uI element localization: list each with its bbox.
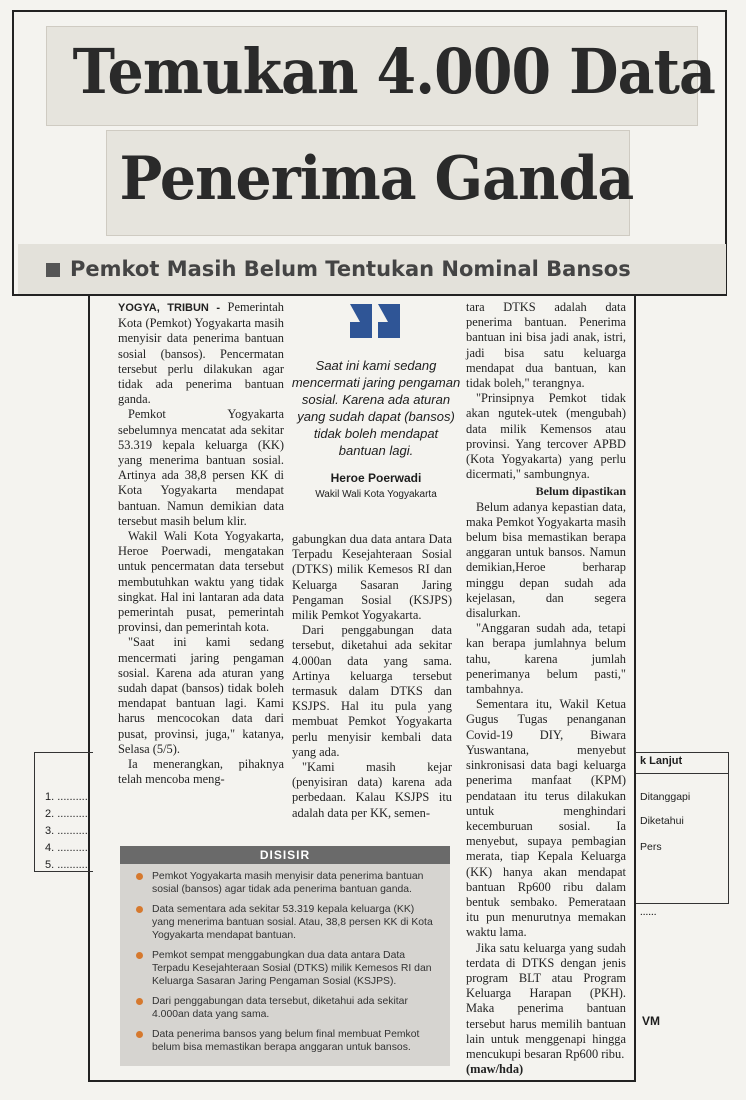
pull-quote (290, 300, 462, 530)
headline-line-2: Penerima Ganda (119, 144, 634, 214)
paragraph: Jika satu keluarga yang sudah terdata di DTKS dengan jenis program BLT atau Program Keluarga Harapan (PKH). Maka penerima bantuan tersebut harus memilih bantuan lain untuk menggenapi hingga mencukupi besaran Rp600 ribu. (466, 940, 626, 1061)
paragraph: Sementara itu, Wakil Ketua Gugus Tugas penanganan Covid-19 DIY, Biwara Yuswantana, menyebut sinkronisasi data bagi keluarga penerima manfaat (KPM) pendataan itu terus dilakukan untuk menghindari kecemburuan sosial. Ia menyebut, supaya pembagian merata, tiap Kepala Keluarga (KK) hanya akan mendapat bantuan Rp600 ribu dalam bentuk sembako. Pemerataan itu pun menurutnya memakan waktu lama. (466, 697, 626, 940)
paragraph (118, 300, 284, 407)
form-line: 4. .......... (45, 842, 88, 854)
summary-item (134, 949, 438, 988)
form-dots: ...... (640, 906, 657, 918)
form-option: Ditanggapi (640, 791, 691, 803)
form-line: 3. .......... (45, 825, 88, 837)
quote-author: Heroe Poerwadi (330, 471, 422, 485)
signoff (466, 1062, 626, 1077)
article-column-2 (292, 532, 452, 821)
article-column-3 (466, 300, 626, 1077)
summary-box (120, 846, 450, 1066)
summary-item (134, 870, 438, 896)
square-bullet-icon (46, 263, 60, 277)
paragraph: Dari penggabungan data tersebut, diketahui ada sekitar 4.000an data yang sama. Artinya keluarga tersebut termasuk dalam DTKS dan KSJPS. Hal itu pula yang membuat Pemkot Yogyakarta perlu menyisir kembali data yang ada. (292, 623, 452, 759)
quote-text: Saat ini kami sedang mencermati jaring pengaman sosial. Karena ada aturan yang sudah dapat (bansos) tidak boleh mendapat bantuan lagi. (291, 358, 461, 458)
summary-item (134, 903, 438, 942)
subheadline (18, 244, 726, 294)
paragraph: tara DTKS adalah data penerima bantuan. Penerima bantuan ini bisa jadi anak, istri, jadi bisa satu keluarga mendapat dua bantuan, kan tidak boleh," terangnya. (466, 300, 626, 391)
paragraph: Belum adanya kepastian data, maka Pemkot Yogyakarta masih belum bisa memastikan berapa anggaran untuk bansos. Namun demikian,Heroe berharap minggu depan sudah ada kejelasan, dan segera disalurkan. (466, 499, 626, 621)
form-option: Pers (640, 841, 662, 853)
paragraph: Ia menerangkan, pihaknya telah mencoba meng- (118, 757, 284, 787)
disposition-form-left (34, 752, 93, 872)
paragraph-text: Pemerintah Kota (Pemkot) Yogyakarta masih menyisir data penerima bantuan sosial (bansos). Pencermatan tersebut perlu dilakukan agar tidak ada penerima bantuan ganda. (118, 300, 284, 407)
summary-list (120, 870, 450, 1054)
summary-item-text: Pemkot sempat menggabungkan dua data antara Data Terpadu Kesejahteraan Sosial (DTKS) milik Kemesos RI dan Keluarga Sasaran Jaring Pengaman Sosial (KSJPS). (152, 950, 432, 987)
headline-line-1: Temukan 4.000 Data (72, 35, 715, 108)
disposition-form-right (636, 752, 729, 904)
bullet-icon (136, 998, 143, 1005)
summary-item (134, 995, 438, 1021)
paragraph: gabungkan dua data antara Data Terpadu Kesejahteraan Sosial (DTKS) milik Kemesos RI dan Keluarga Sasaran Jaring Pengaman Sosial (KSJPS) milik Pemkot Yogyakarta. (292, 532, 452, 623)
article-column-1 (118, 300, 284, 788)
bullet-icon (136, 1031, 143, 1038)
paragraph: Pemkot Yogyakarta sebelumnya mencatat ada sekitar 53.319 kepala keluarga (KK) yang menerima bantuan sosial. Artinya ada 38,8 persen KK di Kota Yogyakarta mendapat bantuan. Namun demikian data tersebut masih belum klir. (118, 407, 284, 528)
form-line: 1. .......... (45, 791, 88, 803)
section-subheading: Belum dipastikan (535, 484, 626, 499)
quote-mark-icon (346, 300, 406, 344)
quote-author-role: Wakil Wali Kota Yogyakarta (315, 489, 437, 500)
bullet-icon (136, 906, 143, 913)
signoff-text: (maw/hda) (466, 1062, 524, 1077)
bullet-icon (136, 952, 143, 959)
paragraph: "Anggaran sudah ada, tetapi kan berapa jumlahnya belum tahu, karena jumlah penerimanya belum pasti," tambahnya. (466, 621, 626, 697)
form-line: 5. .......... (45, 859, 88, 871)
summary-title: DISISIR (120, 846, 450, 864)
form-header: k Lanjut (636, 753, 728, 774)
summary-item-text: Pemkot Yogyakarta masih menyisir data penerima bantuan sosial (bansos) agar tidak ada penerima bantuan ganda. (152, 871, 424, 895)
dateline: YOGYA, TRIBUN - (118, 302, 220, 314)
paragraph: Wakil Wali Kota Yogyakarta, Heroe Poerwadi, mengatakan untuk pencermatan data tersebut membutuhkan waktu yang tidak singkat. Hal ini lantaran ada data pemerintah pusat, pemerintah provinsi, dan pemerintah kota. (118, 529, 284, 635)
paragraph: "Prinsipnya Pemkot tidak akan ngutek-utek (mengubah) data milik Kemensos atau provinsi. Yang tercover APBD (Kota Yogyakarta) yang perlu dicermati," sambungnya. (466, 391, 626, 482)
paragraph: "Kami masih kejar (penyisiran data) karena ada perbedaan. Kalau KSJPS itu adalah data per KK, semen- (292, 760, 452, 820)
headline-card-1 (46, 26, 715, 126)
form-option: Diketahui (640, 815, 684, 827)
summary-item-text: Dari penggabungan data tersebut, diketahui ada sekitar 4.000an data yang sama. (152, 996, 408, 1020)
summary-item (134, 1028, 438, 1054)
form-code: VM (642, 1014, 660, 1028)
summary-item-text: Data sementara ada sekitar 53.319 kepala keluarga (KK) yang menerima bantuan sosial. Atau, 38,8 persen KK di Kota Yogyakarta mendapat bantuan. (152, 904, 433, 941)
summary-item-text: Data penerima bansos yang belum final membuat Pemkot belum bisa memastikan berapa anggaran untuk bansos. (152, 1029, 420, 1053)
bullet-icon (136, 873, 143, 880)
subheadline-card (18, 244, 726, 294)
form-line: 2. .......... (45, 808, 88, 820)
headline-card-2 (106, 130, 634, 236)
paragraph: "Saat ini kami sedang mencermati jaring pengaman sosial. Karena ada aturan yang sudah dapat (bansos) tidak boleh mendapat bantuan lagi. Kami harus mencocokan data dari pusat, provinsi, juga," katanya, Selasa (5/5). (118, 635, 284, 756)
subheadline-text: Pemkot Masih Belum Tentukan Nominal Bansos (70, 257, 631, 281)
